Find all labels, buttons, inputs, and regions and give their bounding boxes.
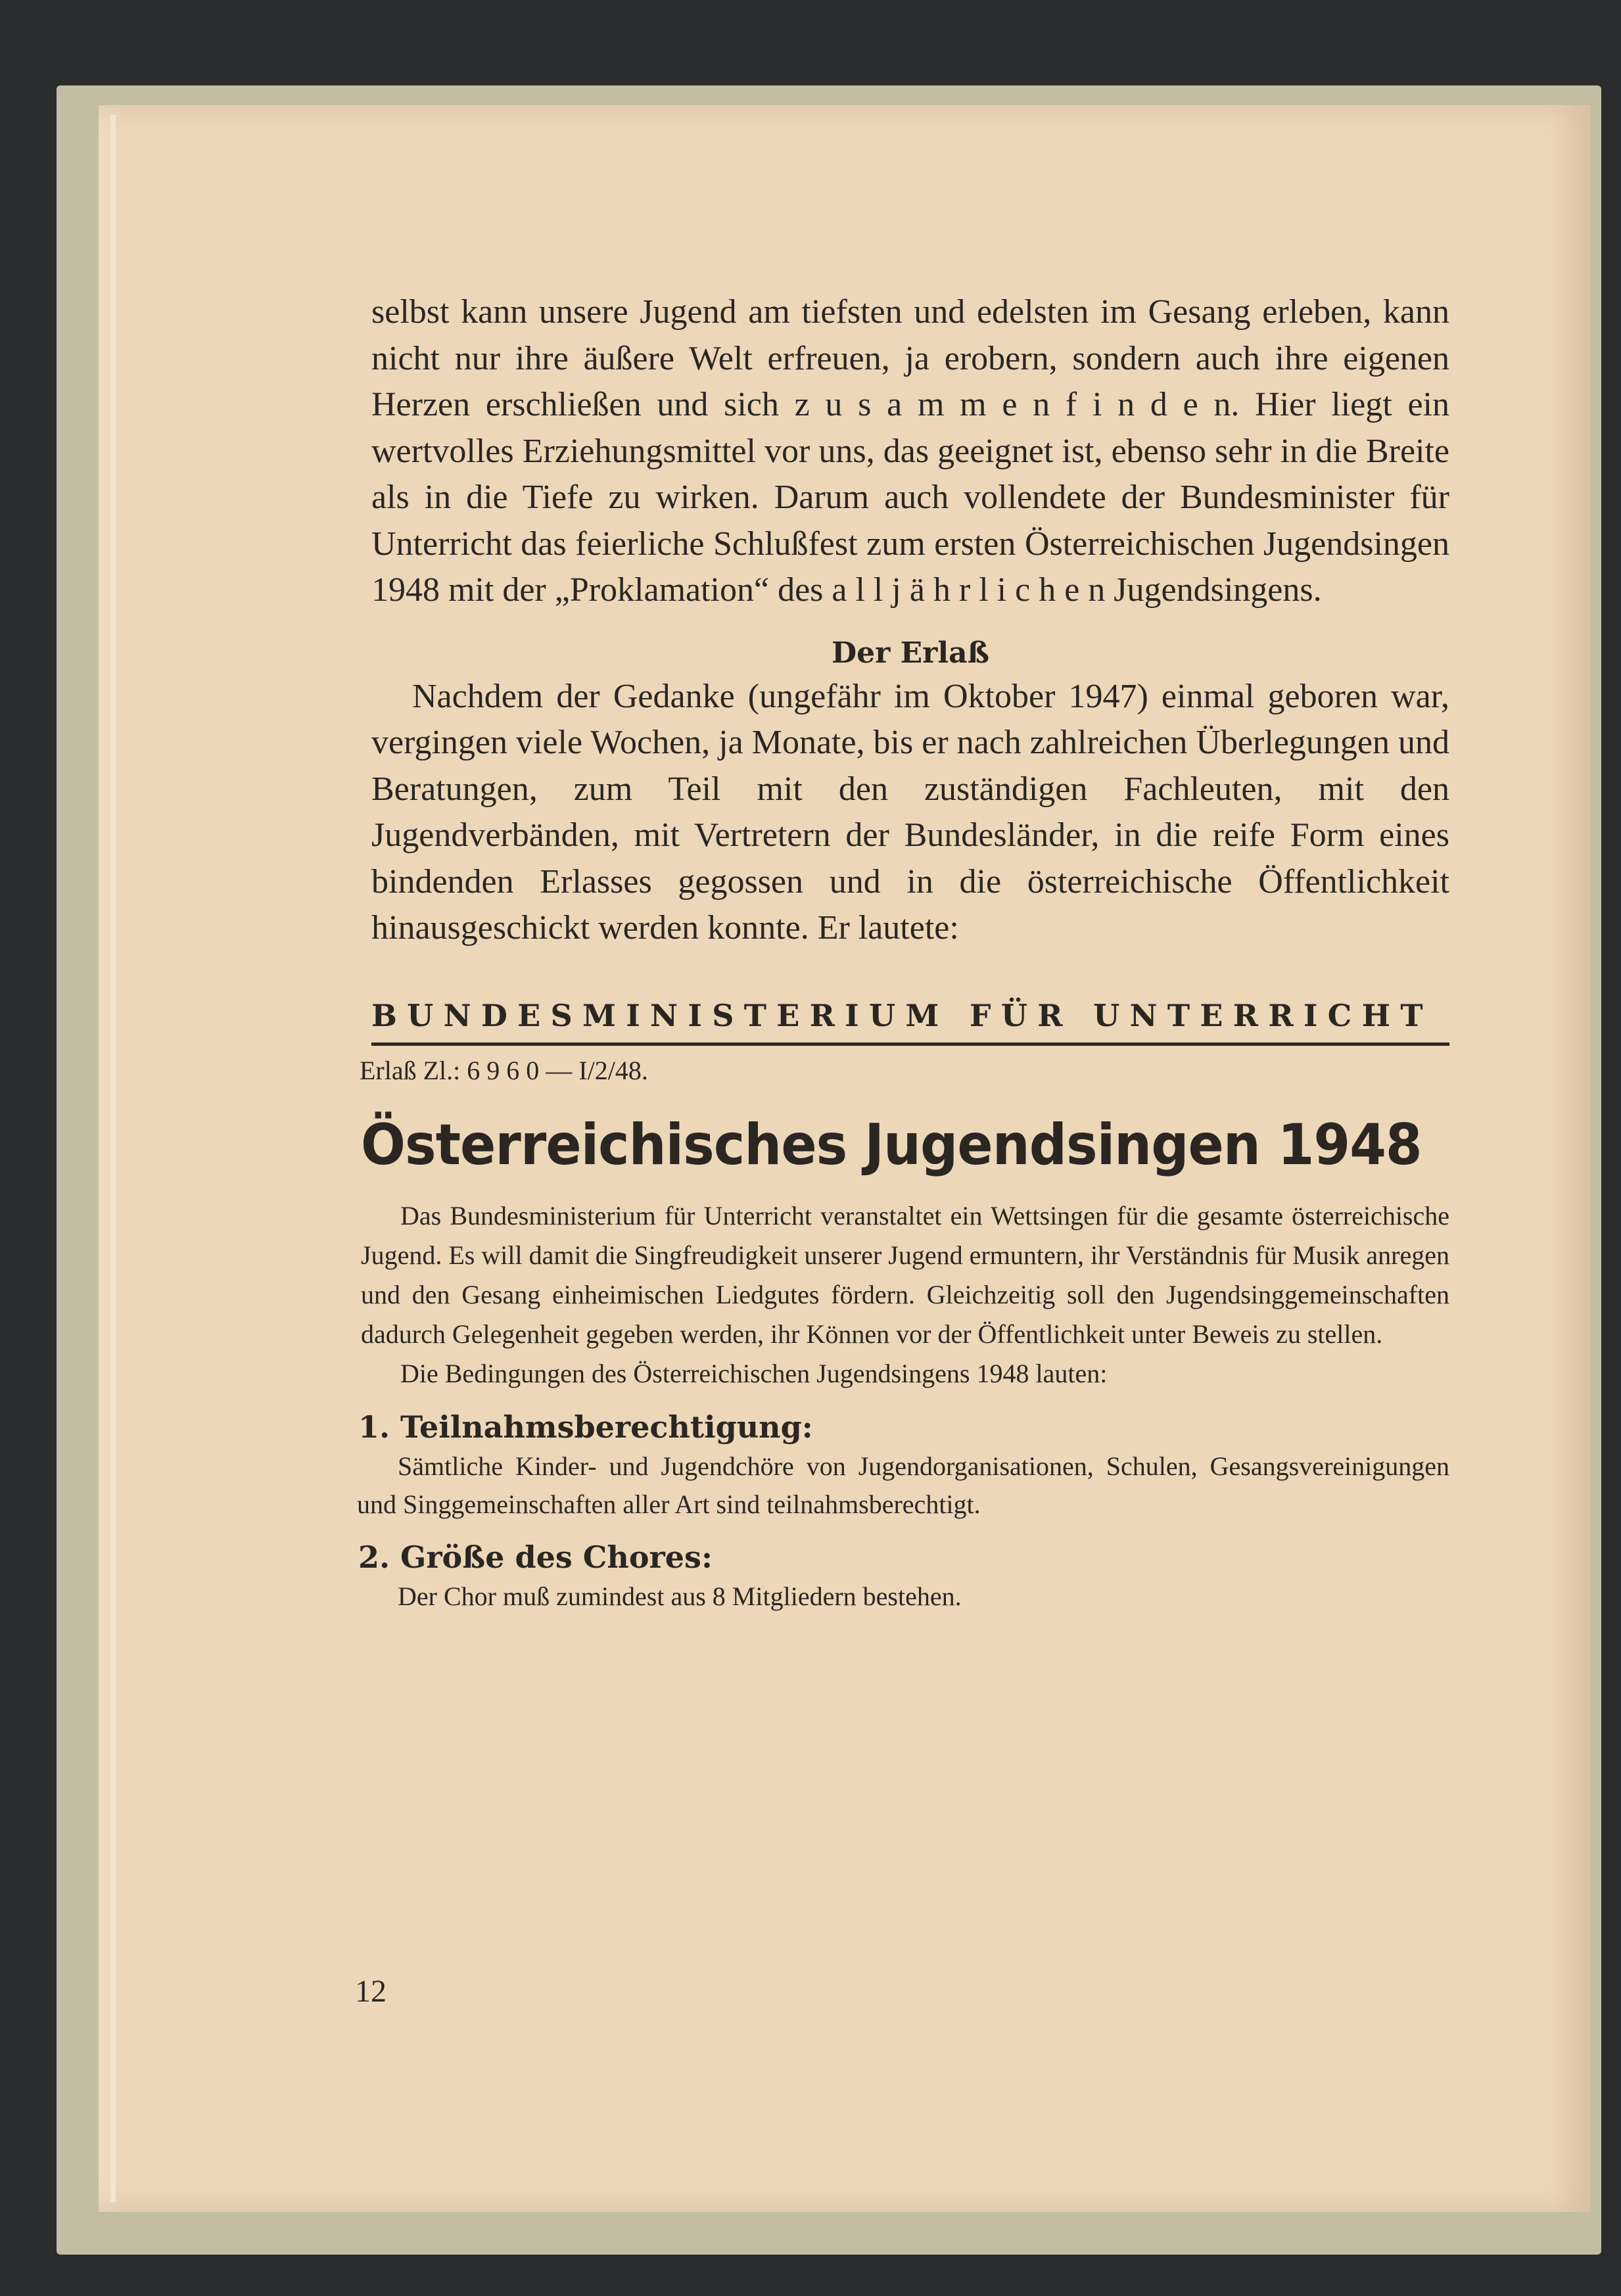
section-heading-participation: 1. Teilnahmsberechtigung: bbox=[358, 1409, 813, 1445]
body-paragraph: selbst kann unsere Jugend am tiefsten und edelsten im Gesang erleben, kann nicht nur ihre äußere Welt erfreuen, ja erobern, sondern auch ihre eigenen Herzen erschließen und sich z u s a m m e n f i n d e n. Hier liegt ein wertvolles Erziehungsmittel vor uns, das geeignet ist, ebenso sehr in die Breite als in die Tiefe zu wirken. Darum auch vollendete der Bundesminister für Unterricht das feierliche Schlußfest zum ersten Österreichischen Jugendsingen 1948 mit der „Proklamation“ des a l l j ä h r l i c h e n Jugendsingens. bbox=[371, 293, 1449, 609]
section-body-choir-size: Der Chor muß zumindest aus 8 Mitgliedern bestehen. bbox=[398, 1581, 962, 1611]
section-heading: Der Erlaß bbox=[831, 636, 990, 670]
decree-number: Erlaß Zl.: 6 9 6 0 — I/2/48. bbox=[360, 1055, 648, 1085]
decree-intro: Das Bundesministerium für Unterricht veranstaltet ein Wettsingen für die gesamte österreichische Jugend. Es will damit die Singfreudigkeit unserer Jugend ermuntern, ihr Verständnis für Musik anregen und den Gesang einheimischen Liedgutes fördern. Gleichzeitig soll den Jugendsinggemeinschaften dadurch Gelegenheit gegeben werden, ihr Können vor der Öffentlichkeit unter Beweis zu stellen. bbox=[361, 1200, 1449, 1349]
body-paragraph: Nachdem der Gedanke (ungefähr im Oktober 1947) einmal geboren war, vergingen viele Wochen, ja Monate, bis er nach zahlreichen Überlegungen und Beratungen, zum Teil mit den zuständigen Fachleuten, mit den Jugendverbänden, mit Vertretern der Bundesländer, in die reife Form eines bindenden Erlasses gegossen und in die österreichische Öffentlichkeit hinausgeschickt werden konnte. Er lautete: bbox=[371, 677, 1449, 947]
ministry-header: BUNDESMINISTERIUM FÜR UNTERRICHT bbox=[371, 998, 1449, 1046]
conditions-intro: Die Bedingungen des Österreichischen Jugendsingens 1948 lauten: bbox=[400, 1358, 1108, 1388]
page-edge bbox=[110, 115, 116, 2202]
page-content bbox=[357, 289, 1449, 1616]
section-body-participation: Sämtliche Kinder- und Jugendchöre von Jugendorganisationen, Schulen, Gesangsvereinigungen und Singgemeinschaften aller Art sind teilnahmsberechtigt. bbox=[357, 1451, 1449, 1519]
page-number: 12 bbox=[355, 1974, 387, 2009]
section-heading-choir-size: 2. Größe des Chores: bbox=[358, 1539, 713, 1575]
decree-title: Österreichisches Jugendsingen 1948 bbox=[361, 1112, 1422, 1178]
